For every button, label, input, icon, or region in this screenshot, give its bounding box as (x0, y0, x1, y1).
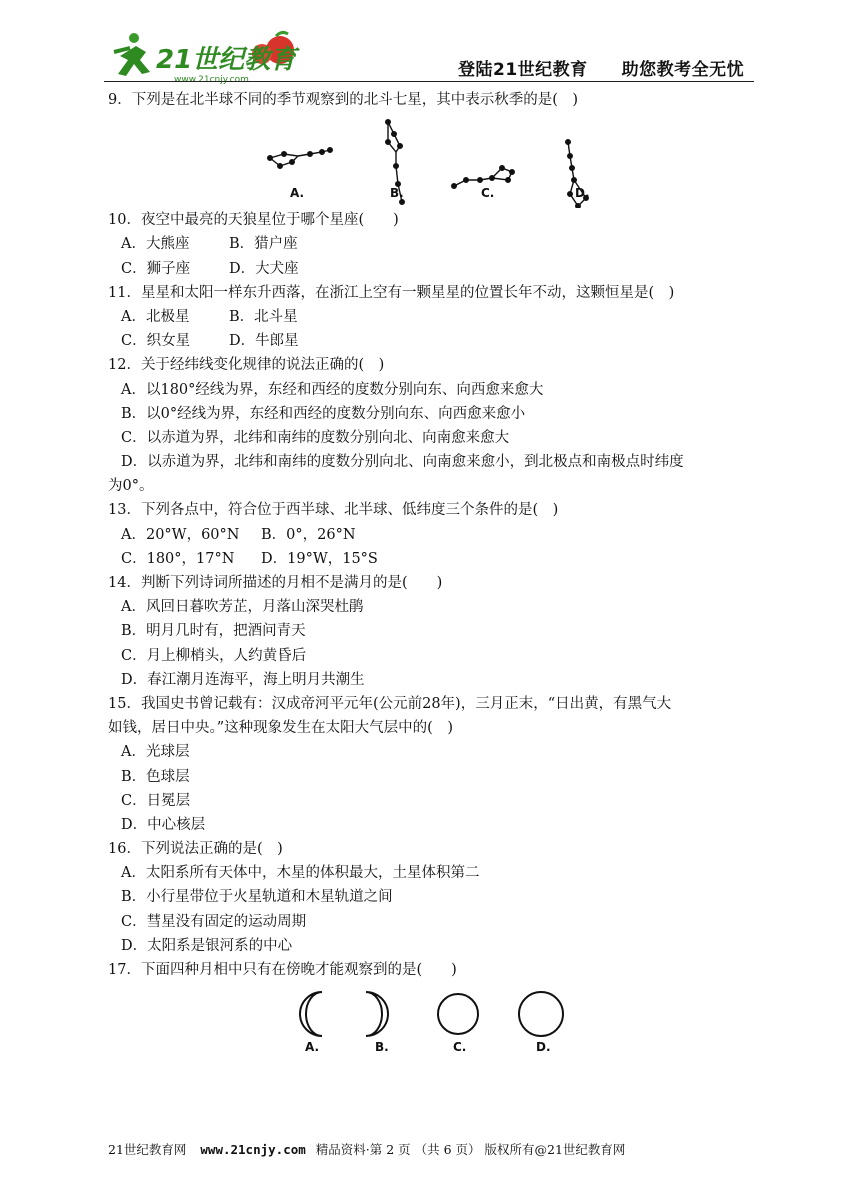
q12-option-c: C．以赤道为界，北纬和南纬的度数分别向北、向南愈来愈大 (121, 429, 510, 446)
dipper-label-b: B. (390, 186, 404, 201)
q16-stem: 16．下列说法正确的是( ) (108, 841, 283, 858)
q14-stem: 14．判断下列诗词所描述的月相不是满月的是( ) (108, 575, 443, 591)
q12-option-d: D．以赤道为界，北纬和南纬的度数分别向北、向南愈来愈小，到北极点和南极点时纬度 (121, 454, 684, 471)
logo-url: www.21cnjy.com (174, 75, 249, 85)
q9-stem: 9．下列是在北半球不同的季节观察到的北斗七星，其中表示秋季的是( ) (108, 92, 579, 108)
dipper-label-c: C. (481, 186, 495, 201)
q13-option-c: C．180°，17°N (121, 550, 235, 567)
q11-options-row2 (108, 329, 758, 353)
q11-stem: 11．星星和太阳一样东升西落，在浙江上空有一颗星星的位置长年不动，这颗恒星是( ) (108, 284, 675, 301)
q13-options-row2 (108, 547, 758, 571)
moon-label-a: A. (305, 1040, 320, 1055)
moon-phase-d (519, 992, 563, 1036)
q17-stem: 17．下面四种月相中只有在傍晚才能观察到的是( ) (108, 962, 457, 978)
q15-option-d: D．中心核层 (121, 816, 206, 833)
header-divider (104, 81, 754, 82)
q14-option-c: C．月上柳梢头，人约黄昏后 (121, 647, 307, 664)
footer-site-link[interactable]: www.21cnjy.com (200, 1142, 306, 1157)
logo-text: 21世纪教育 (156, 45, 297, 75)
q14-option-a: A．风回日暮吹芳芷，月落山深哭杜鹃 (121, 599, 364, 616)
q15-option-b: B．色球层 (121, 768, 190, 785)
q12-option-b: B．以0°经线为界，东经和西经的度数分别向东、向西愈来愈小 (121, 405, 526, 422)
moon-label-c: C. (453, 1040, 467, 1055)
q13-options-row1 (108, 523, 758, 547)
q16-option-d: D．太阳系是银河系的中心 (121, 937, 293, 954)
q11-option-d: D．牛郎星 (229, 333, 299, 350)
moon-label-b: B. (375, 1040, 389, 1055)
header-slogan (458, 55, 778, 80)
page-header (0, 0, 860, 84)
logo (112, 30, 312, 86)
q10-option-d: D．大犬座 (229, 260, 299, 277)
q16-option-a: A．太阳系所有天体中，木星的体积最大，土星体积第二 (121, 865, 480, 882)
footer-left: 21世纪教育网 (108, 1142, 187, 1157)
question-list (108, 88, 758, 1062)
moon-phase-b (366, 992, 388, 1036)
dipper-option-c (452, 166, 515, 189)
footer-right: 精品资料·第 2 页 （共 6 页） 版权所有@21世纪教育网 (315, 1142, 626, 1157)
q11-options-row1 (108, 305, 758, 329)
q12-option-d-continued: 为0°。 (108, 478, 154, 495)
q14-option-d: D．春江潮月连海平，海上明月共潮生 (121, 671, 365, 688)
q13-option-b: B．0°，26°N (261, 526, 356, 543)
q10-option-a: A．大熊座 (121, 236, 190, 253)
q13-option-d: D．19°W，15°S (261, 550, 378, 567)
dipper-label-d: D. (575, 186, 590, 201)
q15-option-c: C．日冕层 (121, 792, 191, 809)
q10-options-row1 (108, 232, 758, 256)
slogan-login: 登陆21世纪教育 (458, 60, 588, 80)
q12-stem: 12．关于经纬线变化规律的说法正确的( ) (108, 357, 385, 374)
q10-option-b: B．猎户座 (229, 236, 298, 253)
q16-option-c: C．彗星没有固定的运动周期 (121, 913, 307, 930)
q15-stem: 15．我国史书曾记载有：汉成帝河平元年(公元前28年)，三月正末，“日出黄，有黑气大 (108, 695, 672, 712)
q11-option-c: C．织女星 (121, 333, 191, 350)
q12-option-a: A．以180°经线为界，东经和西经的度数分别向东、向西愈来愈大 (121, 381, 544, 398)
running-person-icon (114, 33, 150, 76)
q11-option-b: B．北斗星 (229, 308, 298, 325)
moon-phase-c (438, 994, 478, 1034)
q14-option-b: B．明月几时有，把酒问青天 (121, 623, 306, 640)
q15-stem-continued: 如钱，居日中央。”这种现象发生在太阳大气层中的( ) (108, 720, 453, 737)
dipper-label-a: A. (290, 186, 305, 201)
slogan-help: 助您教考全无忧 (621, 60, 745, 80)
page-footer (108, 1140, 625, 1158)
moon-phase-figure (108, 982, 758, 1062)
q10-options-row2 (108, 257, 758, 281)
q16-option-b: B．小行星带位于火星轨道和木星轨道之间 (121, 889, 393, 906)
big-dipper-figure (108, 112, 758, 208)
q10-option-c: C．狮子座 (121, 260, 191, 277)
moon-label-d: D. (536, 1040, 551, 1055)
dipper-option-a (268, 148, 333, 169)
q10-stem: 10．夜空中最亮的天狼星位于哪个星座( ) (108, 212, 399, 229)
q13-option-a: A．20°W，60°N (121, 526, 240, 543)
moon-phase-a (300, 992, 322, 1036)
q13-stem: 13．下列各点中，符合位于西半球、北半球、低纬度三个条件的是( ) (108, 502, 559, 519)
q15-option-a: A．光球层 (121, 744, 190, 761)
q11-option-a: A．北极星 (121, 308, 190, 325)
